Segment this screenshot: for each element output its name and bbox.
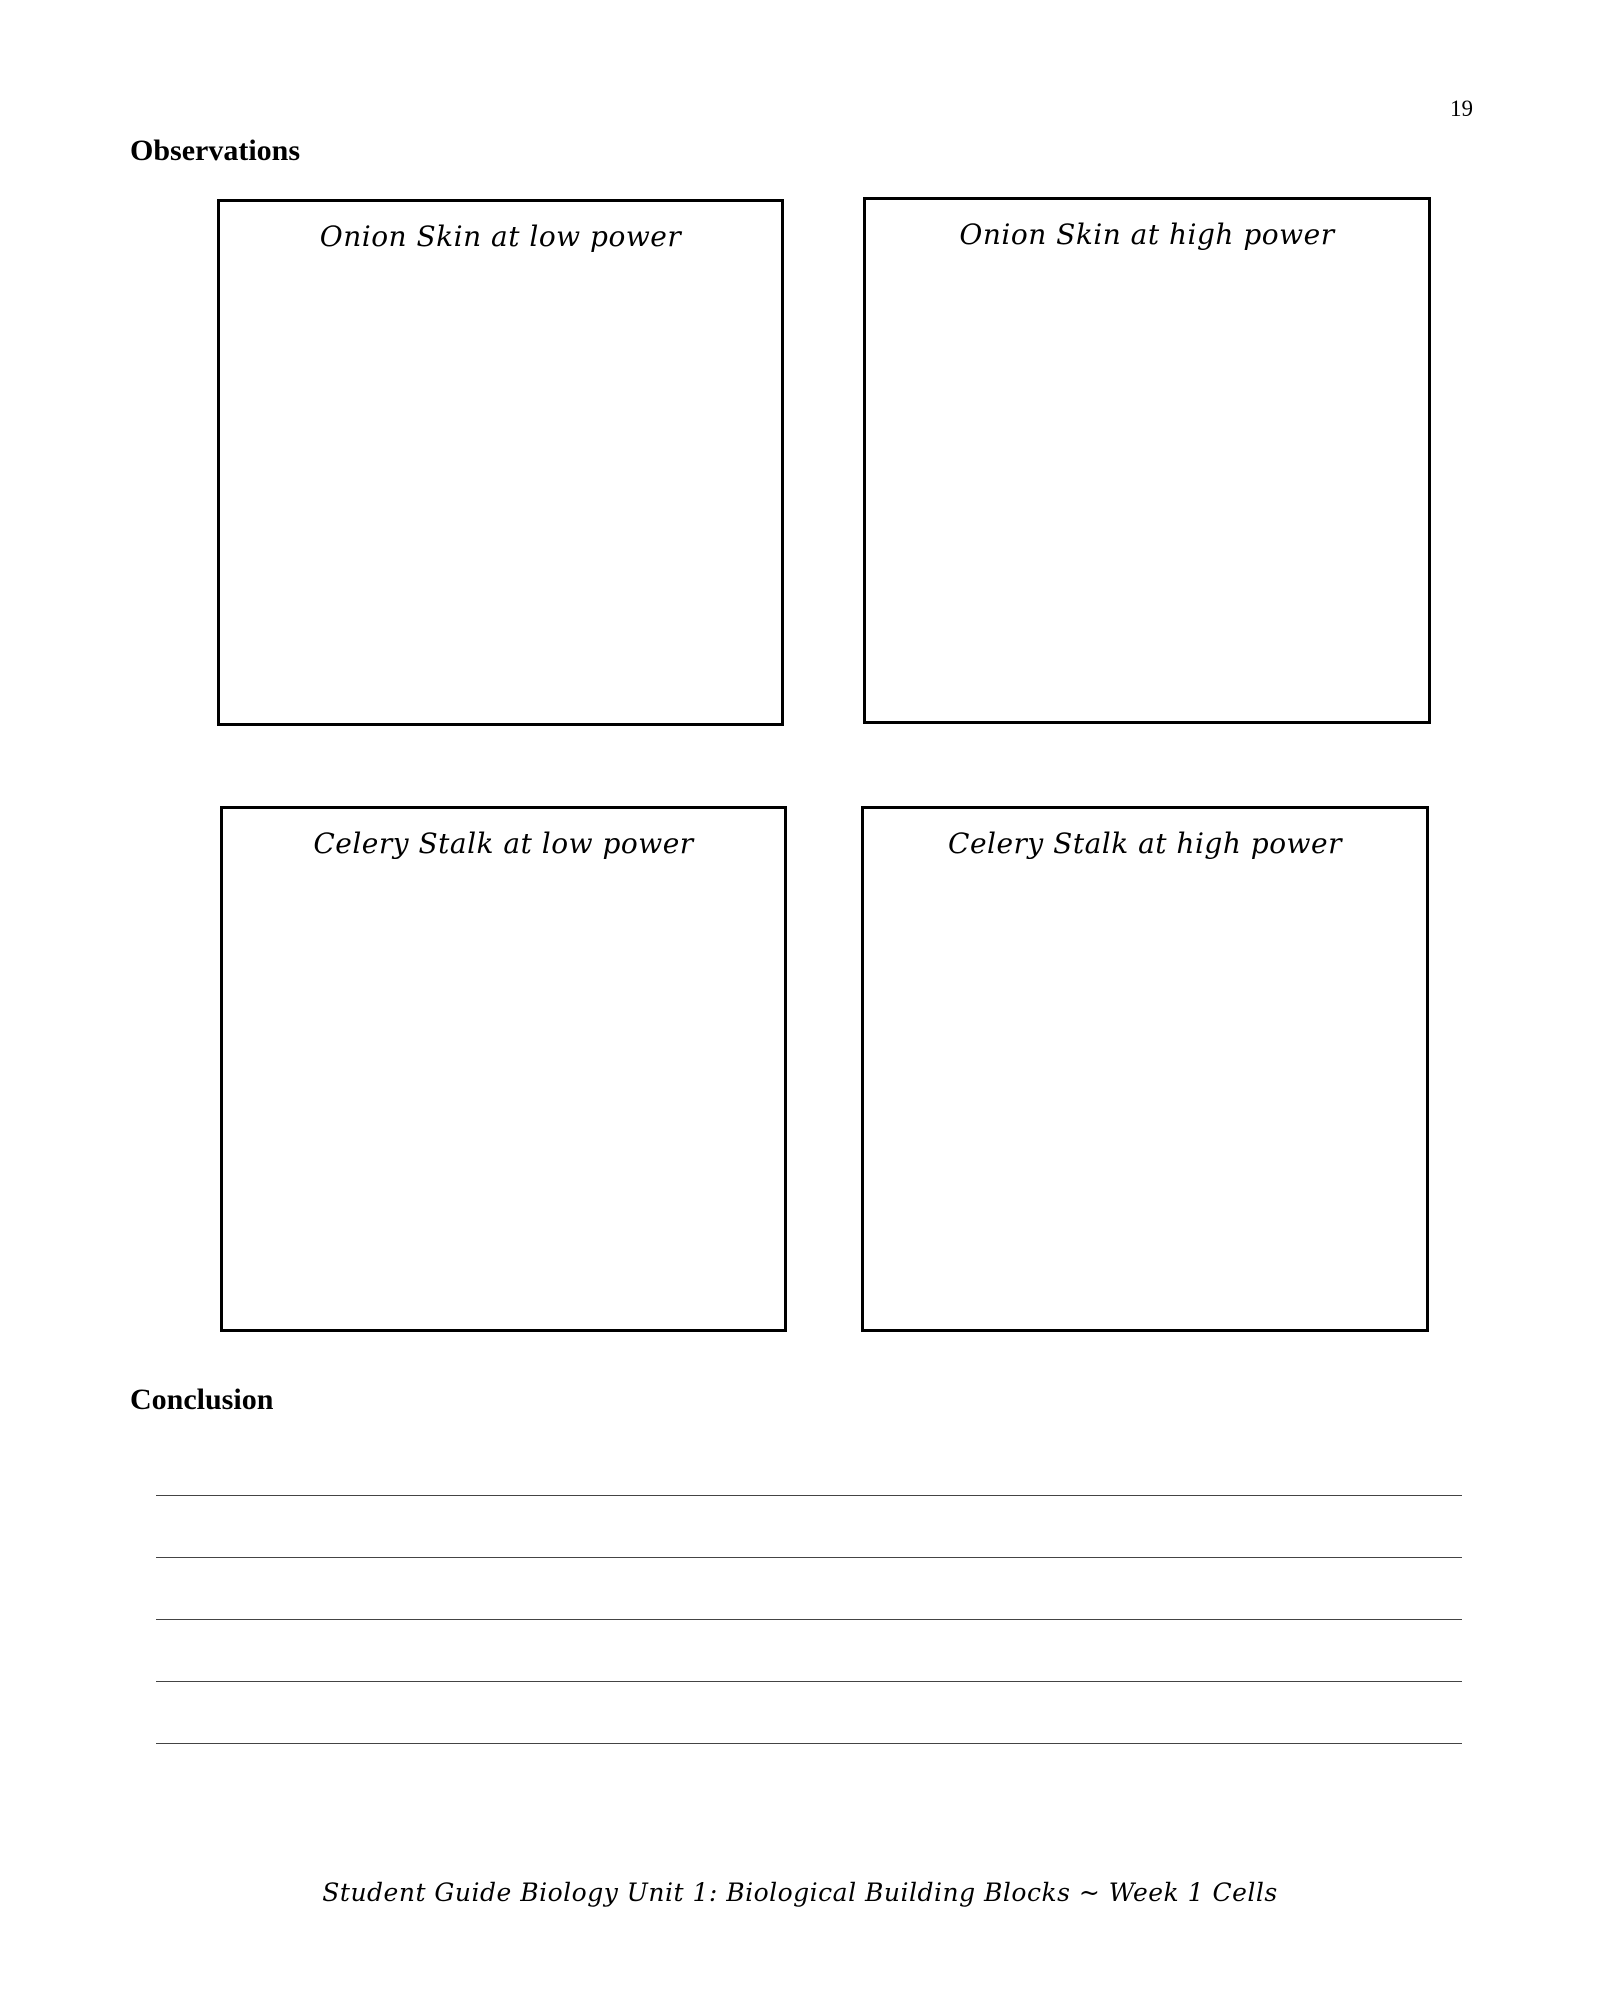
onion-skin-low-power-drawing-box[interactable]	[217, 199, 784, 726]
conclusion-answer-line[interactable]	[156, 1495, 1462, 1496]
conclusion-answer-line[interactable]	[156, 1557, 1462, 1558]
box-caption: Onion Skin at low power	[319, 220, 682, 253]
conclusion-answer-line[interactable]	[156, 1743, 1462, 1744]
page-footer: Student Guide Biology Unit 1: Biological Building Blocks ~ Week 1 Cells	[322, 1878, 1278, 1907]
conclusion-answer-line[interactable]	[156, 1619, 1462, 1620]
box-caption: Onion Skin at high power	[959, 218, 1335, 251]
page-number: 19	[1450, 96, 1473, 121]
box-caption: Celery Stalk at low power	[313, 827, 694, 860]
box-caption: Celery Stalk at high power	[948, 827, 1342, 860]
observations-heading: Observations	[130, 134, 301, 167]
celery-stalk-low-power-drawing-box[interactable]	[220, 806, 787, 1332]
conclusion-answer-line[interactable]	[156, 1681, 1462, 1682]
onion-skin-high-power-drawing-box[interactable]	[863, 197, 1431, 724]
celery-stalk-high-power-drawing-box[interactable]	[861, 806, 1429, 1332]
conclusion-heading: Conclusion	[130, 1383, 274, 1416]
